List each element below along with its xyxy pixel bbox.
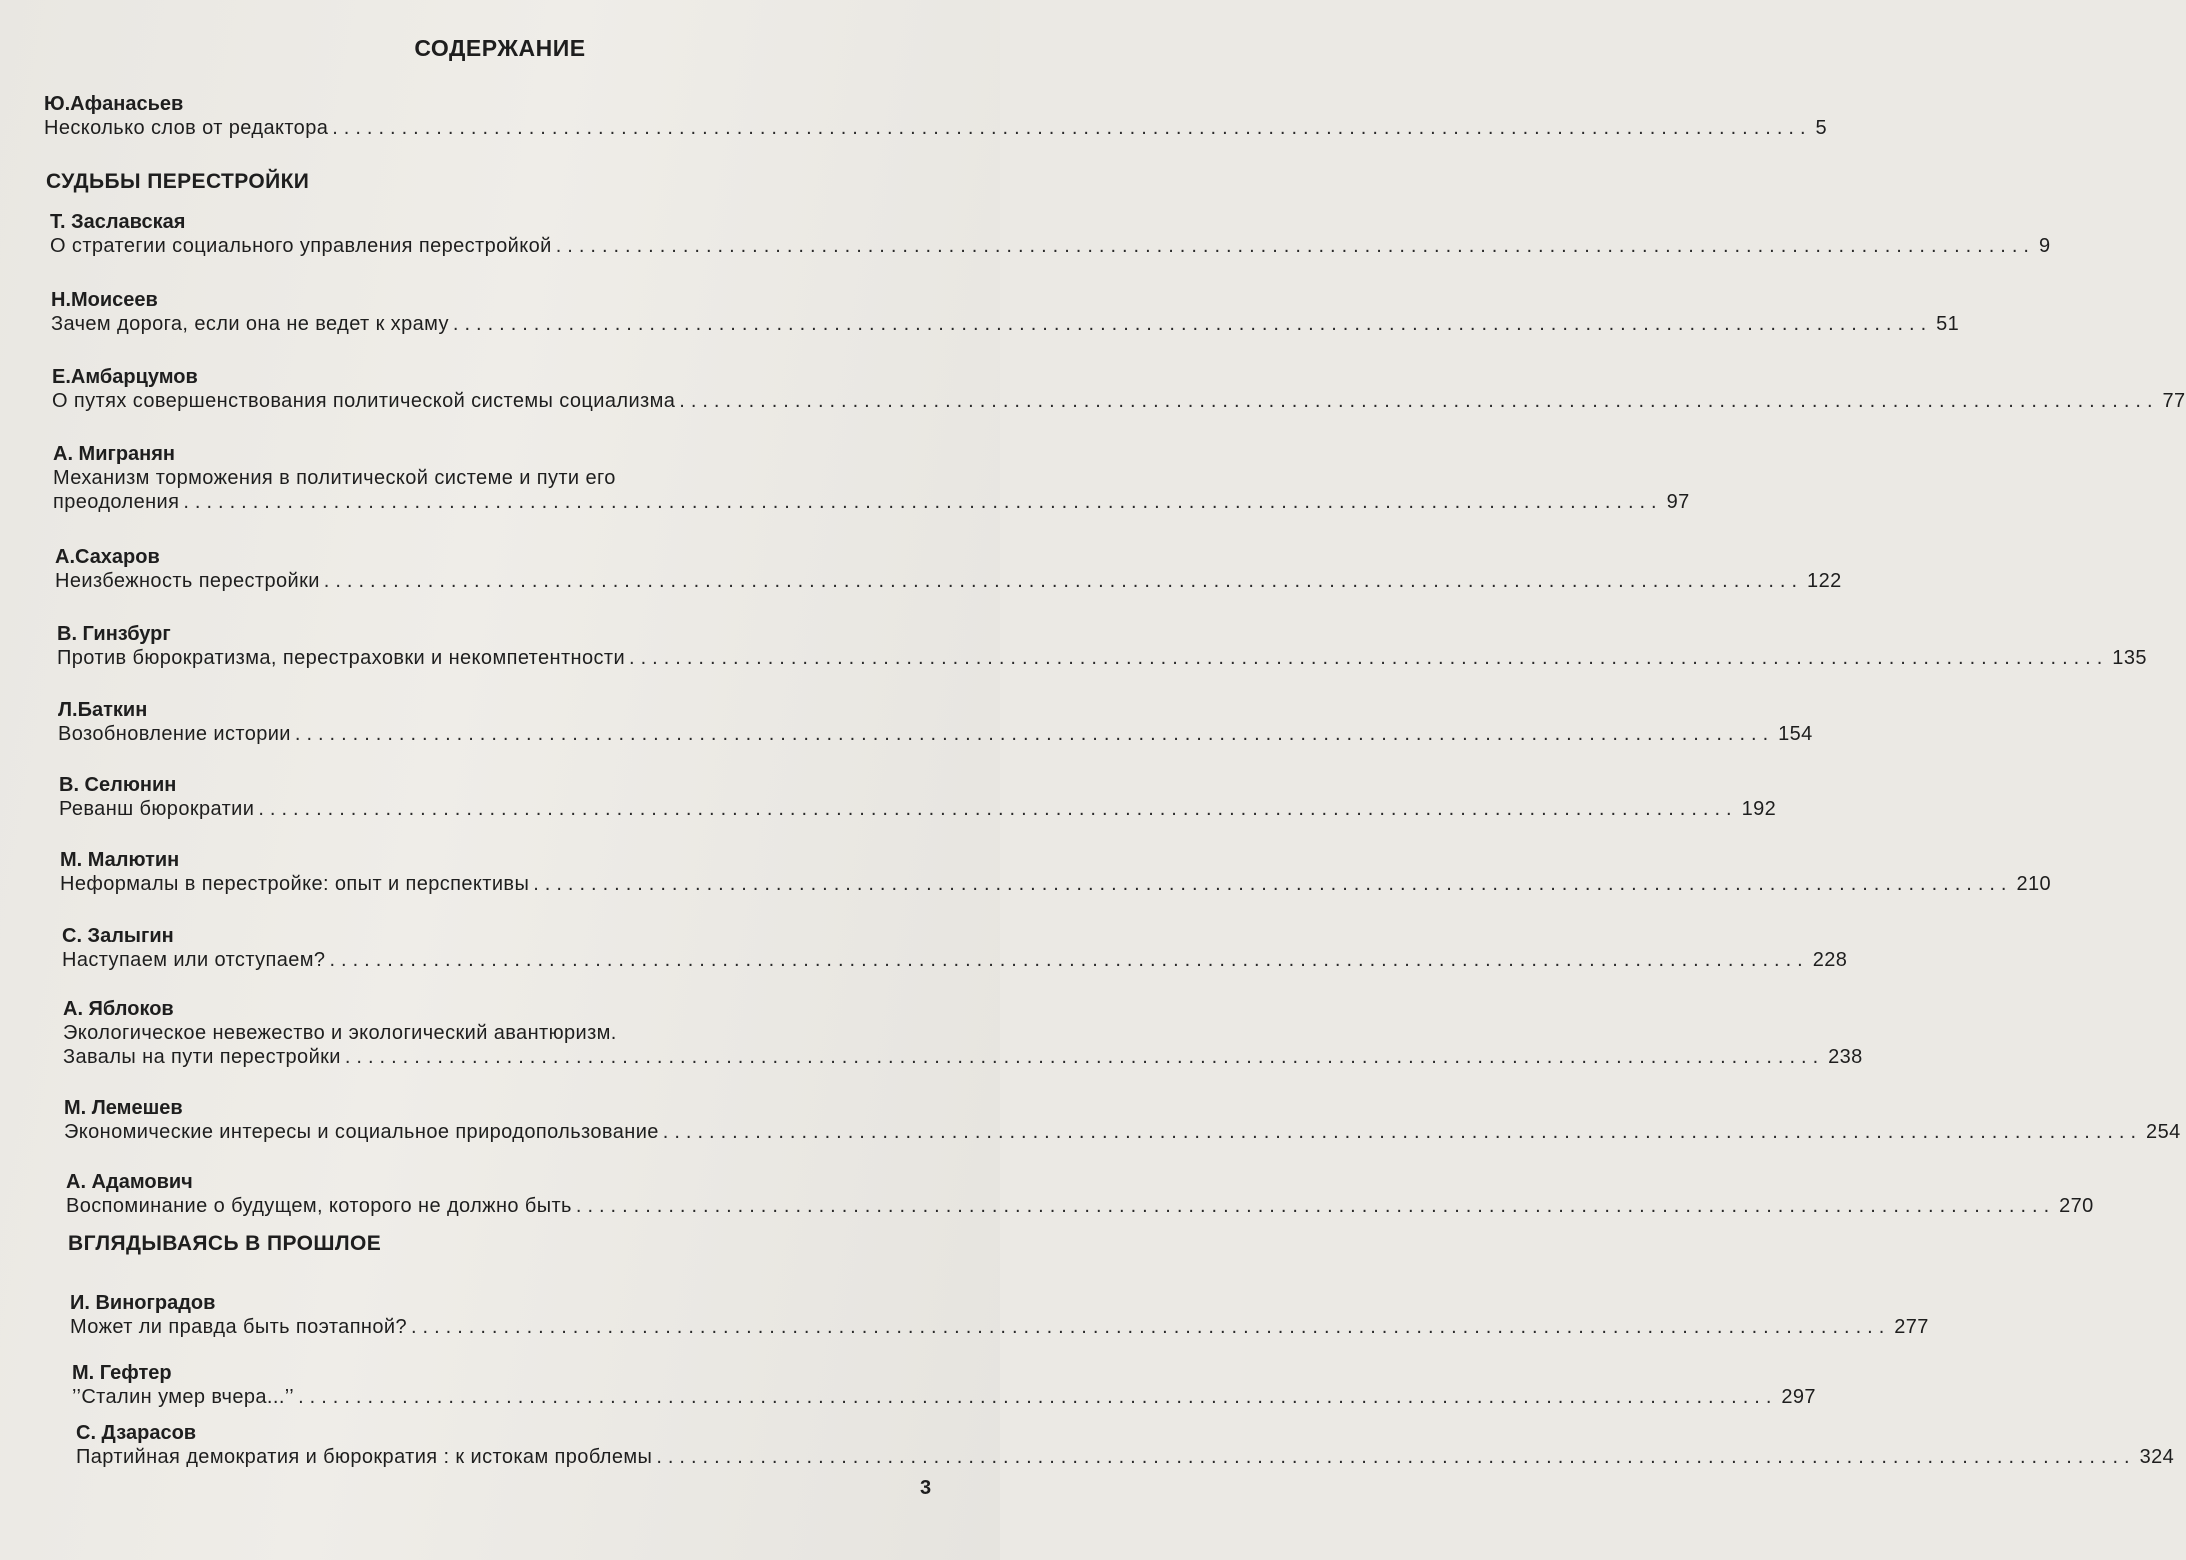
leader-dots: ................................................................................................................................ <box>629 647 2109 669</box>
entry-page: 270 <box>2059 1195 2094 1217</box>
entry-title: Партийная демократия и бюрократия : к истокам проблемы <box>76 1446 653 1468</box>
toc-entry <box>44 92 1828 140</box>
entry-author: В. Гинзбург <box>57 623 171 645</box>
entry-author: А. Яблоков <box>63 998 174 1020</box>
entry-author: Н.Моисеев <box>51 289 158 311</box>
entry-author: А.Сахаров <box>55 546 160 568</box>
toc-entry <box>53 442 1690 514</box>
entry-author: М. Малютин <box>60 849 180 871</box>
leader-dots: ................................................................................................................................ <box>656 1446 2136 1468</box>
entry-page: 297 <box>1781 1386 1816 1408</box>
entry-line <box>51 312 1960 336</box>
entry-author: А. Мигранян <box>53 443 176 465</box>
leader-dots: ................................................................................................................................ <box>344 1046 1825 1068</box>
entry-line <box>70 1315 1929 1339</box>
entry-author: С. Залыгин <box>62 925 174 947</box>
entry-page: 9 <box>2038 235 2051 257</box>
toc-entry <box>58 698 1813 746</box>
toc-entry <box>51 288 1960 336</box>
toc-entry <box>64 1096 2181 1144</box>
leader-dots: ................................................................................................................................ <box>332 117 1812 139</box>
entry-title: Экономические интересы и социальное природопользование <box>64 1121 659 1143</box>
leader-dots: ................................................................................................................................ <box>298 1386 1778 1408</box>
toc-entry <box>60 848 2052 896</box>
leader-dots: ................................................................................................................................ <box>679 390 2159 412</box>
entry-line <box>58 722 1813 746</box>
toc-entry <box>62 924 1848 972</box>
entry-line <box>44 116 1828 140</box>
entry-title: Неизбежность перестройки <box>55 570 320 592</box>
entry-title: Воспоминание о будущем, которого не должно быть <box>66 1195 572 1217</box>
leader-dots: ................................................................................................................................ <box>533 873 2013 895</box>
leader-dots: ................................................................................................................................ <box>183 491 1663 513</box>
entry-author: Л.Баткин <box>58 699 148 721</box>
entry-title: О путях совершенствования политической системы социализма <box>52 390 676 412</box>
page-number: 3 <box>920 1477 932 1499</box>
toc-entry <box>55 545 1842 593</box>
entry-title: ’’Сталин умер вчера...’’ <box>72 1386 295 1408</box>
entry-author: М. Гефтер <box>72 1362 172 1384</box>
entry-title: Реванш бюрократии <box>59 798 255 820</box>
leader-dots: ................................................................................................................................ <box>294 723 1775 745</box>
section-title-past: ВГЛЯДЫВАЯСЬ В ПРОШЛОЕ <box>68 1232 382 1255</box>
entry-line <box>64 1120 2181 1144</box>
entry-page: 228 <box>1812 949 1848 971</box>
entry-page: 210 <box>2016 873 2052 895</box>
entry-title: Может ли правда быть поэтапной? <box>70 1316 407 1338</box>
entry-title: Зачем дорога, если она не ведет к храму <box>51 313 449 335</box>
leader-dots: ................................................................................................................................ <box>452 313 1933 335</box>
entry-author: Т. Заславская <box>50 211 186 233</box>
entry-line <box>53 490 1690 514</box>
entry-page: 238 <box>1828 1046 1863 1068</box>
entry-title: преодоления <box>53 491 180 513</box>
leader-dots: ................................................................................................................................ <box>555 235 2035 257</box>
toc-entry <box>72 1361 1816 1409</box>
entry-line <box>57 646 2147 670</box>
entry-title: Завалы на пути перестройки <box>63 1046 341 1068</box>
leader-dots: ................................................................................................................................ <box>323 570 1804 592</box>
leader-dots: ................................................................................................................................ <box>258 798 1738 820</box>
entry-title: Против бюрократизма, перестраховки и некомпетентности <box>57 647 626 669</box>
entry-title: Возобновление истории <box>58 723 291 745</box>
entry-page: 135 <box>2112 647 2147 669</box>
entry-line <box>63 1045 1863 1069</box>
leader-dots: ................................................................................................................................ <box>575 1195 2056 1217</box>
entry-page: 154 <box>1778 723 1813 745</box>
entry-line <box>55 569 1842 593</box>
entry-page: 324 <box>2139 1446 2175 1468</box>
contents-heading: СОДЕРЖАНИЕ <box>414 35 586 61</box>
toc-entry <box>63 997 1863 1069</box>
entry-page: 5 <box>1815 117 1828 139</box>
section-title-perestroika: СУДЬБЫ ПЕРЕСТРОЙКИ <box>46 170 310 193</box>
entry-page: 51 <box>1936 313 1960 335</box>
entry-title: Несколько слов от редактора <box>44 117 329 139</box>
entry-line <box>76 1445 2175 1469</box>
toc-entry <box>76 1421 2175 1469</box>
toc-entry <box>66 1170 2094 1218</box>
entry-author: Ю.Афанасьев <box>44 93 184 115</box>
entry-page: 122 <box>1807 570 1842 592</box>
entry-page: 77 <box>2162 390 2186 412</box>
entry-line <box>66 1194 2094 1218</box>
entry-title-line1: Экологическое невежество и экологический авантюризм. <box>63 1022 617 1044</box>
entry-line <box>52 389 2186 413</box>
entry-line <box>59 797 1777 821</box>
leader-dots: ................................................................................................................................ <box>329 949 1809 971</box>
entry-page: 277 <box>1894 1316 1929 1338</box>
entry-page: 192 <box>1741 798 1777 820</box>
entry-author: С. Дзарасов <box>76 1422 197 1444</box>
toc-entry <box>52 365 2186 413</box>
entry-page: 97 <box>1666 491 1690 513</box>
entry-title: О стратегии социального управления перестройкой <box>50 235 552 257</box>
entry-author: А. Адамович <box>66 1171 193 1193</box>
entry-author: М. Лемешев <box>64 1097 183 1119</box>
entry-line <box>50 234 2051 258</box>
toc-entry <box>57 622 2147 670</box>
entry-line <box>62 948 1848 972</box>
entry-title-line1: Механизм торможения в политической системе и пути его <box>53 467 616 489</box>
entry-title: Наступаем или отступаем? <box>62 949 326 971</box>
leader-dots: ................................................................................................................................ <box>411 1316 1891 1338</box>
entry-author: Е.Амбарцумов <box>52 366 198 388</box>
toc-entry <box>70 1291 1929 1339</box>
toc-entry <box>50 210 2051 258</box>
entry-author: И. Виноградов <box>70 1292 216 1314</box>
toc-entry <box>59 773 1777 821</box>
entry-line <box>60 872 2052 896</box>
entry-author: В. Селюнин <box>59 774 177 796</box>
entry-page: 254 <box>2146 1121 2181 1143</box>
leader-dots: ................................................................................................................................ <box>662 1121 2143 1143</box>
entry-line <box>72 1385 1816 1409</box>
entry-title: Неформалы в перестройке: опыт и перспективы <box>60 873 530 895</box>
